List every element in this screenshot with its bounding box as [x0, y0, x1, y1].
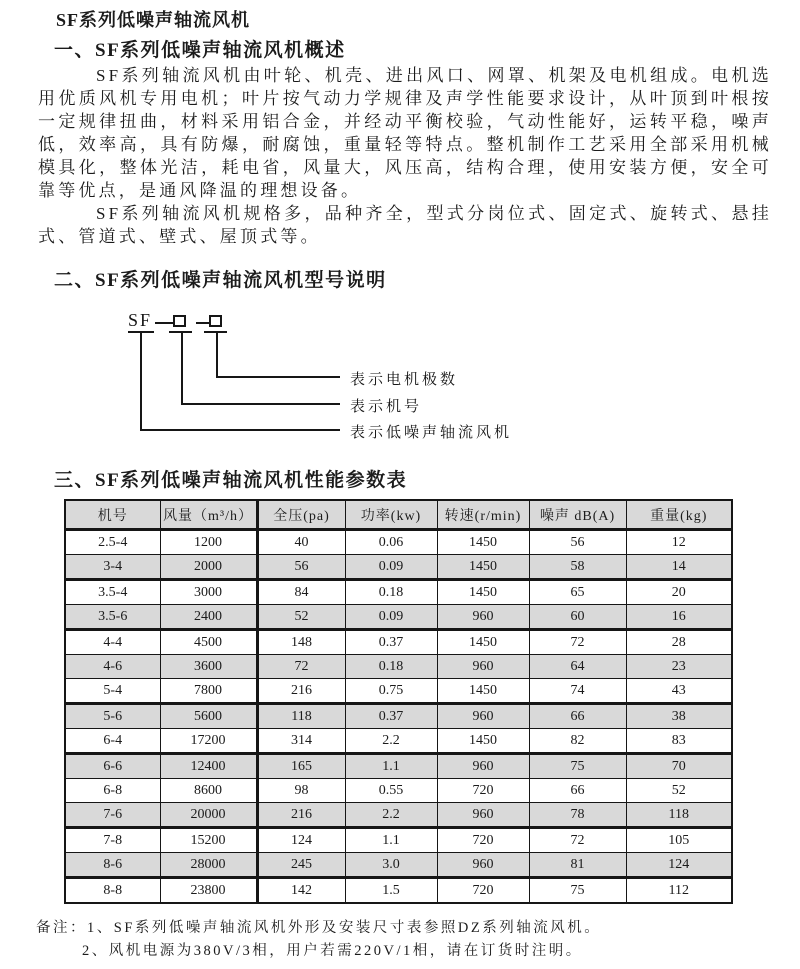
- table-cell: 52: [626, 779, 732, 803]
- table-cell: 20000: [160, 803, 257, 828]
- header-power: 功率(kw): [345, 500, 437, 530]
- section-overview-heading: 一、SF系列低噪声轴流风机概述: [54, 40, 346, 61]
- table-cell: 23: [626, 655, 732, 679]
- table-cell: 1200: [160, 530, 257, 555]
- table-cell: 12: [626, 530, 732, 555]
- table-cell: 8-6: [65, 853, 160, 878]
- table-cell: 3.5-4: [65, 580, 160, 605]
- table-cell: 52: [257, 605, 345, 630]
- dash-2: [196, 322, 209, 324]
- table-row: [65, 555, 732, 580]
- table-cell: 216: [257, 679, 345, 704]
- overview-paragraph-2: SF系列轴流风机规格多，品种齐全，型式分岗位式、固定式、旋转式、悬挂式、管道式、壁式、屋顶式等。: [38, 204, 772, 246]
- table-row: [65, 803, 732, 828]
- table-cell: 3-4: [65, 555, 160, 580]
- table-cell: 72: [529, 828, 626, 853]
- table-cell: 112: [626, 878, 732, 904]
- table-cell: 0.09: [345, 555, 437, 580]
- table-cell: 960: [437, 754, 529, 779]
- table-cell: 1450: [437, 630, 529, 655]
- leader-vertical-box-2: [216, 332, 218, 378]
- table-cell: 56: [529, 530, 626, 555]
- table-cell: 216: [257, 803, 345, 828]
- table-cell: 4-4: [65, 630, 160, 655]
- header-weight: 重量(kg): [626, 500, 732, 530]
- table-cell: 1450: [437, 729, 529, 754]
- table-cell: 2000: [160, 555, 257, 580]
- leader-vertical-box-1: [181, 332, 183, 405]
- dash-1: [155, 322, 173, 324]
- document-page: [0, 8, 800, 963]
- table-cell: 6-4: [65, 729, 160, 754]
- table-cell: 3000: [160, 580, 257, 605]
- table-row: [65, 630, 732, 655]
- table-cell: 0.55: [345, 779, 437, 803]
- diagram-label-series: 表示低噪声轴流风机: [350, 425, 513, 441]
- table-cell: 105: [626, 828, 732, 853]
- table-row: [65, 729, 732, 754]
- table-cell: 12400: [160, 754, 257, 779]
- table-cell: 142: [257, 878, 345, 904]
- header-air-volume: 风量（m³/h）: [160, 500, 257, 530]
- table-row: [65, 828, 732, 853]
- table-cell: 1450: [437, 530, 529, 555]
- table-cell: 98: [257, 779, 345, 803]
- table-cell: 720: [437, 779, 529, 803]
- table-cell: 5-4: [65, 679, 160, 704]
- table-row: [65, 679, 732, 704]
- table-cell: 20: [626, 580, 732, 605]
- table-cell: 0.18: [345, 580, 437, 605]
- table-row: [65, 655, 732, 679]
- table-cell: 2400: [160, 605, 257, 630]
- table-cell: 124: [626, 853, 732, 878]
- table-cell: 148: [257, 630, 345, 655]
- header-total-pressure: 全压(pa): [257, 500, 345, 530]
- diagram-label-pole-count: 表示电机极数: [350, 372, 459, 388]
- table-cell: 84: [257, 580, 345, 605]
- table-row: [65, 605, 732, 630]
- page-title: SF系列低噪声轴流风机: [56, 10, 251, 30]
- table-cell: 81: [529, 853, 626, 878]
- table-cell: 7-6: [65, 803, 160, 828]
- table-cell: 118: [257, 704, 345, 729]
- table-cell: 72: [257, 655, 345, 679]
- table-row: [65, 754, 732, 779]
- table-cell: 5600: [160, 704, 257, 729]
- table-cell: 14: [626, 555, 732, 580]
- table-cell: 960: [437, 605, 529, 630]
- note-2: 2、风机电源为380V/3相，用户若需220V/1相，请在订货时注明。: [82, 943, 583, 959]
- header-fan-size: 机号: [65, 500, 160, 530]
- table-cell: 0.18: [345, 655, 437, 679]
- model-box-2: [209, 315, 222, 327]
- table-cell: 2.5-4: [65, 530, 160, 555]
- table-cell: 0.37: [345, 630, 437, 655]
- table-cell: 6-8: [65, 779, 160, 803]
- table-cell: 118: [626, 803, 732, 828]
- table-cell: 0.75: [345, 679, 437, 704]
- table-cell: 1.5: [345, 878, 437, 904]
- table-cell: 960: [437, 704, 529, 729]
- note-1: 备注：1、SF系列低噪声轴流风机外形及安装尺寸表参照DZ系列轴流风机。: [36, 920, 602, 936]
- table-cell: 720: [437, 878, 529, 904]
- table-cell: 7800: [160, 679, 257, 704]
- table-cell: 960: [437, 655, 529, 679]
- table-cell: 3.0: [345, 853, 437, 878]
- table-cell: 960: [437, 853, 529, 878]
- table-cell: 3.5-6: [65, 605, 160, 630]
- performance-table-body: [65, 530, 732, 904]
- header-speed: 转速(r/min): [437, 500, 529, 530]
- table-cell: 23800: [160, 878, 257, 904]
- table-cell: 165: [257, 754, 345, 779]
- header-noise: 噪声 dB(A): [529, 500, 626, 530]
- section-performance-heading: 三、SF系列低噪声轴流风机性能参数表: [54, 470, 408, 491]
- table-cell: 15200: [160, 828, 257, 853]
- leader-horizontal-size: [181, 403, 340, 405]
- table-cell: 38: [626, 704, 732, 729]
- table-cell: 16: [626, 605, 732, 630]
- leader-horizontal-series: [140, 429, 340, 431]
- table-cell: 66: [529, 779, 626, 803]
- table-cell: 28: [626, 630, 732, 655]
- table-row: [65, 704, 732, 729]
- table-cell: 40: [257, 530, 345, 555]
- table-cell: 74: [529, 679, 626, 704]
- table-cell: 2.2: [345, 729, 437, 754]
- table-cell: 314: [257, 729, 345, 754]
- table-cell: 82: [529, 729, 626, 754]
- table-cell: 65: [529, 580, 626, 605]
- notes-block: [36, 917, 800, 963]
- table-cell: 6-6: [65, 754, 160, 779]
- table-cell: 4-6: [65, 655, 160, 679]
- table-row: [65, 530, 732, 555]
- table-cell: 75: [529, 878, 626, 904]
- table-header-row: [65, 500, 732, 530]
- table-cell: 3600: [160, 655, 257, 679]
- table-cell: 28000: [160, 853, 257, 878]
- table-cell: 72: [529, 630, 626, 655]
- table-cell: 58: [529, 555, 626, 580]
- table-row: [65, 580, 732, 605]
- table-cell: 5-6: [65, 704, 160, 729]
- table-cell: 70: [626, 754, 732, 779]
- table-cell: 60: [529, 605, 626, 630]
- overview-paragraph-1: SF系列轴流风机由叶轮、机壳、进出风口、网罩、机架及电机组成。电机选用优质风机专用电机；叶片按气动力学规律及声学性能要求设计，从叶顶到叶根按一定规律扭曲，材料采用铝合金，并经动平衡校验，气动性能好，运转平稳，噪声低，效率高，具有防爆，耐腐蚀，重量轻等特点。整机制作工艺采用全部采用机械模具化，整体光洁，耗电省，风量大，风压高，结构合理，使用安装方便，安全可靠等优点，是通风降温的理想设备。: [38, 66, 772, 200]
- table-row: [65, 853, 732, 878]
- table-cell: 8600: [160, 779, 257, 803]
- table-cell: 83: [626, 729, 732, 754]
- table-cell: 75: [529, 754, 626, 779]
- table-cell: 960: [437, 803, 529, 828]
- model-box-1: [173, 315, 186, 327]
- leader-horizontal-pole-count: [216, 376, 340, 378]
- performance-table: [64, 499, 733, 904]
- table-row: [65, 779, 732, 803]
- table-cell: 66: [529, 704, 626, 729]
- table-cell: 0.09: [345, 605, 437, 630]
- table-cell: 1450: [437, 580, 529, 605]
- section-model-heading: 二、SF系列低噪声轴流风机型号说明: [54, 270, 387, 291]
- table-cell: 720: [437, 828, 529, 853]
- leader-vertical-prefix: [140, 332, 142, 431]
- table-cell: 78: [529, 803, 626, 828]
- table-cell: 1450: [437, 679, 529, 704]
- table-cell: 1.1: [345, 828, 437, 853]
- diagram-label-size: 表示机号: [350, 399, 423, 415]
- model-prefix-label: SF: [128, 310, 153, 330]
- table-row: [65, 878, 732, 904]
- table-cell: 43: [626, 679, 732, 704]
- table-cell: 1.1: [345, 754, 437, 779]
- table-cell: 1450: [437, 555, 529, 580]
- model-code-diagram: [0, 300, 800, 458]
- table-cell: 245: [257, 853, 345, 878]
- table-cell: 56: [257, 555, 345, 580]
- table-cell: 8-8: [65, 878, 160, 904]
- table-cell: 17200: [160, 729, 257, 754]
- table-cell: 0.06: [345, 530, 437, 555]
- table-cell: 2.2: [345, 803, 437, 828]
- table-cell: 124: [257, 828, 345, 853]
- table-cell: 7-8: [65, 828, 160, 853]
- table-cell: 64: [529, 655, 626, 679]
- table-cell: 4500: [160, 630, 257, 655]
- table-cell: 0.37: [345, 704, 437, 729]
